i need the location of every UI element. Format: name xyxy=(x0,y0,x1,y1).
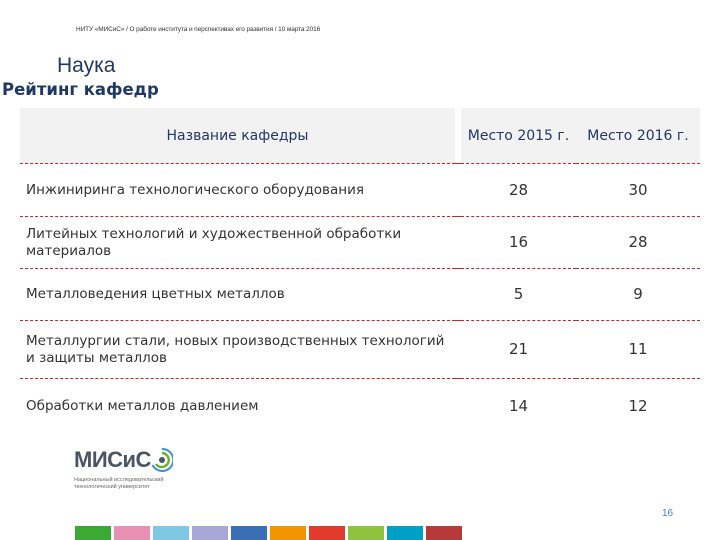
rating-table-container xyxy=(20,108,720,433)
department-name: Металлургии стали, новых производственных технологий и защиты металлов xyxy=(20,321,455,379)
department-name: Обработки металлов давлением xyxy=(26,397,259,414)
logo-subtitle: Национальный исследовательский технологический университет xyxy=(74,477,164,490)
color-bar-segment xyxy=(348,526,384,540)
rank-2015: 5 xyxy=(461,269,576,321)
color-bar-segment xyxy=(192,526,228,540)
rank-2015: 28 xyxy=(461,164,576,217)
color-bar-segment xyxy=(426,526,462,540)
color-bar-segment xyxy=(270,526,306,540)
color-bar-segment xyxy=(75,526,111,540)
section-title: Наука xyxy=(57,54,116,77)
column-header-2016: Место 2016 г. xyxy=(576,108,700,164)
table-row xyxy=(20,217,700,269)
department-name: Инжиниринга технологического оборудования xyxy=(20,164,455,217)
rating-table xyxy=(20,108,700,433)
rank-2016: 9 xyxy=(576,269,700,321)
misis-logo xyxy=(74,447,194,491)
department-name: Металловедения цветных металлов xyxy=(20,269,455,321)
rank-2016: 30 xyxy=(576,164,700,217)
department-name: Литейных технологий и художественной обработки материалов xyxy=(20,217,455,269)
page-number: 16 xyxy=(662,508,674,519)
rank-2016: 28 xyxy=(576,217,700,269)
color-bar-segment xyxy=(309,526,345,540)
logo-swirl-icon xyxy=(151,447,173,473)
rank-2016: 12 xyxy=(628,396,648,415)
brand-color-bar xyxy=(75,526,465,540)
logo-text: МИСиС xyxy=(74,447,151,472)
table-row xyxy=(20,321,700,379)
header-note: НИТУ «МИСиС» / О работе института и перспективах его развития / 10 марта 2016 xyxy=(76,26,321,33)
table-row xyxy=(20,269,700,321)
rank-2015: 21 xyxy=(461,321,576,379)
column-header-name: Название кафедры xyxy=(20,108,455,164)
table-row xyxy=(20,164,700,217)
page-subtitle: Рейтинг кафедр xyxy=(2,80,159,99)
rank-2015: 16 xyxy=(461,217,576,269)
table-header-row xyxy=(20,108,700,164)
color-bar-segment xyxy=(153,526,189,540)
table-row xyxy=(20,379,700,434)
color-bar-segment xyxy=(231,526,267,540)
column-header-2015: Место 2015 г. xyxy=(461,108,576,164)
color-bar-segment xyxy=(114,526,150,540)
rank-2015: 14 xyxy=(508,396,529,415)
color-bar-segment xyxy=(387,526,423,540)
rank-2016: 11 xyxy=(576,321,700,379)
